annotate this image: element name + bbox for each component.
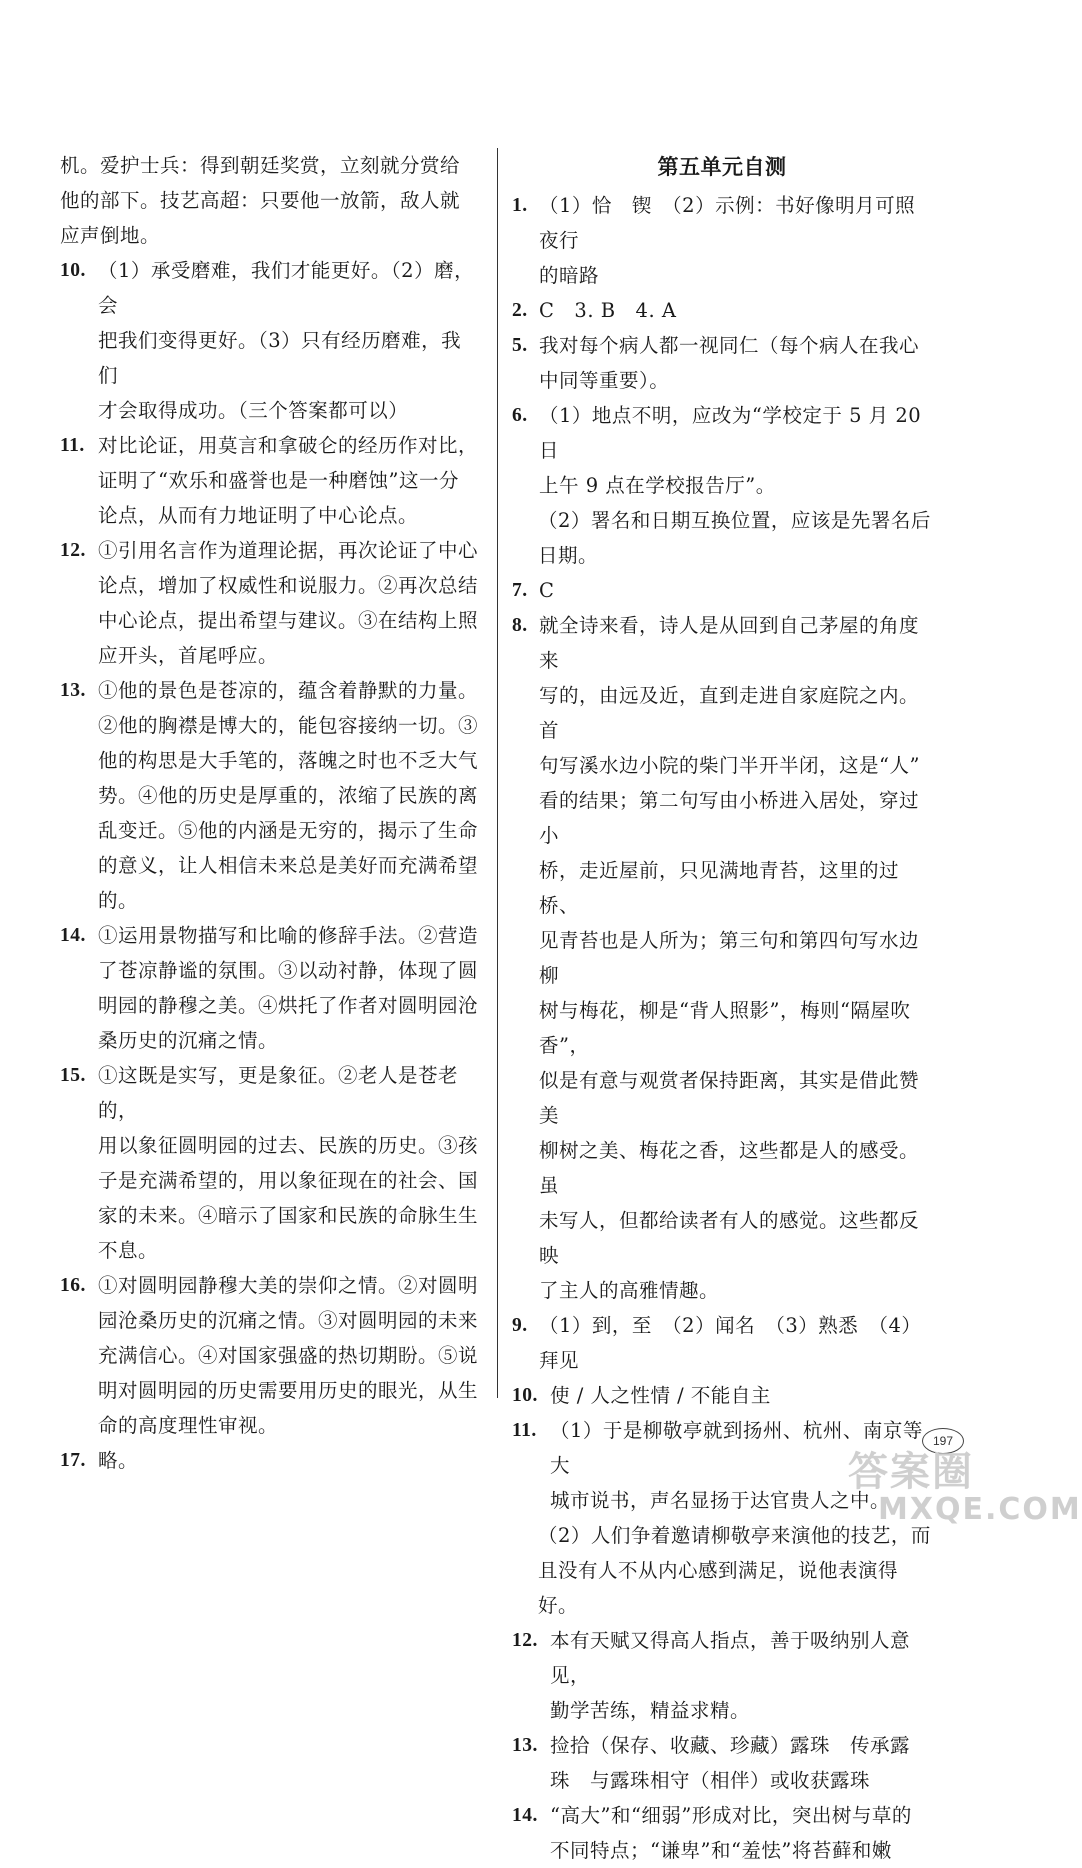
answer-line xyxy=(60,1198,480,1233)
answer-line xyxy=(512,398,932,468)
answer-number xyxy=(512,1133,539,1203)
answer-line xyxy=(512,678,932,748)
right-column xyxy=(512,148,932,1868)
answer-line xyxy=(512,1553,932,1623)
answer-line xyxy=(512,258,932,293)
answer-number xyxy=(60,603,98,638)
answer-line xyxy=(512,188,932,258)
answer-line xyxy=(512,1273,932,1308)
answer-text: 不息。 xyxy=(98,1239,159,1262)
answer-number xyxy=(60,638,98,673)
answer-text: 机。爱护士兵：得到朝廷奖赏，立刻就分赏给 xyxy=(60,154,461,177)
answer-line xyxy=(60,673,480,708)
answer-line xyxy=(60,1268,480,1303)
answer-line xyxy=(60,953,480,988)
answer-number: 13. xyxy=(60,680,86,701)
answer-line xyxy=(60,743,480,778)
answer-line xyxy=(512,783,932,853)
answer-text: 的。 xyxy=(98,889,139,912)
answer-number xyxy=(512,363,539,398)
answer-text: 上午 9 点在学校报告厅”。 xyxy=(539,474,776,497)
answer-text: 桥，走近屋前，只见满地青苔，这里的过桥、 xyxy=(539,859,900,917)
answer-number xyxy=(60,1128,98,1163)
answer-text: ①他的景色是苍凉的，蕴含着静默的力量。 xyxy=(98,679,479,702)
answer-number xyxy=(512,1273,539,1308)
answer-line xyxy=(60,1058,480,1128)
answer-line xyxy=(60,1373,480,1408)
answer-number xyxy=(60,463,98,498)
answer-number xyxy=(60,953,98,988)
answer-line xyxy=(512,1063,932,1133)
answer-number: 8. xyxy=(512,615,528,636)
answer-text: C xyxy=(539,579,555,602)
answer-text: 证明了“欢乐和盛誉也是一种磨蚀”这一分 xyxy=(98,469,459,492)
answer-line xyxy=(512,328,932,363)
answer-text: 略。 xyxy=(98,1449,139,1472)
answer-number: 12. xyxy=(60,540,86,561)
answer-text: 的意义，让人相信未来总是美好而充满希望 xyxy=(98,854,479,877)
answer-text: 中心论点，提出希望与建议。③在结构上照 xyxy=(98,609,479,632)
answer-text: 未写人，但都给读者有人的感觉。这些都反映 xyxy=(539,1209,920,1267)
answer-number xyxy=(60,1163,98,1198)
answer-line xyxy=(60,778,480,813)
answer-text: ①引用名言作为道理论据，再次论证了中心 xyxy=(98,539,479,562)
watermark-logo xyxy=(848,1440,1082,1530)
answer-text: 树与梅花，柳是“背人照影”，梅则“隔屋吹香”， xyxy=(539,999,911,1057)
answer-line xyxy=(60,183,480,218)
section-title: 第五单元自测 xyxy=(657,155,787,179)
answer-number xyxy=(60,1233,98,1268)
answer-line xyxy=(512,468,932,503)
answer-number xyxy=(60,1303,98,1338)
answer-number xyxy=(60,1023,98,1058)
answer-number: 15. xyxy=(60,1065,86,1086)
answer-text: ①这既是实写，更是象征。②老人是苍老的， xyxy=(98,1064,459,1122)
answer-number: 1. xyxy=(512,195,528,216)
answer-number xyxy=(512,678,539,748)
answer-line xyxy=(60,393,480,428)
answer-line xyxy=(512,1203,932,1273)
answer-line xyxy=(60,218,480,253)
answer-line xyxy=(512,1378,932,1413)
answer-number xyxy=(512,1203,539,1273)
answer-text: 珠 与露珠相守（相伴）或收获露珠 xyxy=(550,1769,871,1792)
answer-number xyxy=(512,468,539,503)
answer-number xyxy=(60,708,98,743)
answer-text: 写的，由远及近，直到走进自家庭院之内。首 xyxy=(539,684,920,742)
answer-number xyxy=(60,848,98,883)
answer-line xyxy=(512,293,932,328)
answer-line xyxy=(512,993,932,1063)
answer-line xyxy=(512,923,932,993)
answer-line xyxy=(60,533,480,568)
answer-number: 17. xyxy=(60,1450,86,1471)
answer-line xyxy=(60,708,480,743)
answer-line xyxy=(512,748,932,783)
answer-text: （1）地点不明，应改为“学校定于 5 月 20 日 xyxy=(539,404,922,462)
answer-text: 把我们变得更好。（3）只有经历磨难，我们 xyxy=(98,329,462,387)
answer-text: ②他的胸襟是博大的，能包容接纳一切。③ xyxy=(98,714,479,737)
answer-text: 了苍凉静谧的氛围。③以动衬静，体现了圆 xyxy=(98,959,479,982)
answer-number xyxy=(512,783,539,853)
answer-line xyxy=(512,1693,932,1728)
answer-text: 对比论证，用莫言和拿破仑的经历作对比， xyxy=(98,434,479,457)
answer-text: 就全诗来看，诗人是从回到自己茅屋的角度来 xyxy=(539,614,920,672)
answer-number: 12. xyxy=(512,1630,538,1651)
answer-line xyxy=(60,848,480,883)
answer-line xyxy=(60,603,480,638)
answer-number xyxy=(60,1338,98,1373)
answer-number xyxy=(512,993,539,1063)
answer-number xyxy=(60,323,98,393)
answer-text: 园沧桑历史的沉痛之情。③对圆明园的未来 xyxy=(98,1309,479,1332)
answer-number xyxy=(512,258,539,293)
answer-number: 11. xyxy=(512,1420,537,1441)
answer-text: （2）署名和日期互换位置，应该是先署名后 xyxy=(538,509,931,532)
answer-number xyxy=(60,568,98,603)
page-number: 197 xyxy=(922,1428,964,1454)
answer-number xyxy=(60,743,98,778)
answer-text: 不同特点；“谦卑”和“羞怯”将苔藓和嫩 xyxy=(550,1839,892,1862)
answer-number: 10. xyxy=(60,260,86,281)
answer-line xyxy=(60,918,480,953)
answer-number xyxy=(60,883,98,918)
answer-text: 应声倒地。 xyxy=(60,224,161,247)
answer-text: 乱变迁。⑤他的内涵是无穷的，揭示了生命 xyxy=(98,819,479,842)
answer-line xyxy=(60,1128,480,1163)
column-divider xyxy=(497,148,498,1398)
answer-number: 5. xyxy=(512,335,528,356)
answer-number: 16. xyxy=(60,1275,86,1296)
answer-line xyxy=(60,1233,480,1268)
answer-text: “高大”和“细弱”形成对比，突出树与草的 xyxy=(550,1804,912,1827)
answer-line xyxy=(60,1163,480,1198)
answer-number: 13. xyxy=(512,1735,538,1756)
answer-number xyxy=(512,1483,550,1518)
answer-line xyxy=(60,638,480,673)
answer-number: 2. xyxy=(512,300,528,321)
answer-line xyxy=(60,323,480,393)
answer-text: 论点，增加了权威性和说服力。②再次总结 xyxy=(98,574,479,597)
answer-text: 命的高度理性审视。 xyxy=(98,1414,279,1437)
watermark-cn: 答案圈 xyxy=(848,1449,974,1495)
answer-text: 家的未来。④暗示了国家和民族的命脉生生 xyxy=(98,1204,479,1227)
answer-line xyxy=(60,148,480,183)
answer-text: 才会取得成功。（三个答案都可以） xyxy=(98,399,409,422)
answer-number xyxy=(512,923,539,993)
answer-text: （1）承受磨难，我们才能更好。（2）磨，会 xyxy=(98,259,475,317)
answer-line xyxy=(60,498,480,533)
answer-text: 勤学苦练，精益求精。 xyxy=(550,1699,751,1722)
answer-text: （1）于是柳敬亭就到扬州、杭州、南京等大 xyxy=(550,1419,923,1477)
answer-line xyxy=(512,1728,932,1763)
answer-number: 7. xyxy=(512,580,528,601)
answer-line xyxy=(512,853,932,923)
left-column xyxy=(60,148,480,1478)
answer-line xyxy=(512,1623,932,1693)
answer-text: （1）到，至 （2）闻名 （3）熟悉 （4）拜见 xyxy=(539,1314,922,1372)
answer-number xyxy=(512,1833,550,1868)
answer-text: 且没有人不从内心感到满足，说他表演得好。 xyxy=(538,1559,899,1617)
answer-text: 桑历史的沉痛之情。 xyxy=(98,1029,279,1052)
answer-line xyxy=(512,1133,932,1203)
answer-text: 柳树之美、梅花之香，这些都是人的感受。虽 xyxy=(539,1139,920,1197)
answer-text: 使 / 人之性情 / 不能自主 xyxy=(550,1384,771,1407)
answer-number: 14. xyxy=(512,1805,538,1826)
answer-number xyxy=(512,748,539,783)
answer-number xyxy=(512,1763,550,1798)
answer-number: 9. xyxy=(512,1315,528,1336)
answer-text: 我对每个病人都一视同仁（每个病人在我心 xyxy=(539,334,920,357)
answer-text: 他的部下。技艺高超：只要他一放箭，敌人就 xyxy=(60,189,461,212)
answer-text: （1）恰 锲 （2）示例：书好像明月可照夜行 xyxy=(539,194,916,252)
answer-line xyxy=(512,363,932,398)
answer-line xyxy=(512,608,932,678)
answer-text: 子是充满希望的，用以象征现在的社会、国 xyxy=(98,1169,479,1192)
answer-number: 11. xyxy=(60,435,85,456)
answer-text: 应开头，首尾呼应。 xyxy=(98,644,279,667)
answer-line xyxy=(60,1443,480,1478)
answer-line xyxy=(512,1833,932,1868)
answer-line xyxy=(512,1308,932,1378)
answer-number xyxy=(60,778,98,813)
watermark-en: MXQE.COM xyxy=(878,1492,1082,1527)
answer-text: ①运用景物描写和比喻的修辞手法。②营造 xyxy=(98,924,479,947)
answer-line xyxy=(60,428,480,463)
answer-text: 论点，从而有力地证明了中心论点。 xyxy=(98,504,419,527)
answer-line xyxy=(60,1408,480,1443)
answer-number xyxy=(512,1063,539,1133)
answer-text: 用以象征圆明园的过去、民族的历史。③孩 xyxy=(98,1134,479,1157)
answer-text: 的暗路 xyxy=(539,264,600,287)
answer-line xyxy=(512,1798,932,1833)
answer-line xyxy=(512,538,932,573)
answer-number xyxy=(512,1693,550,1728)
answer-text: 日期。 xyxy=(538,544,599,567)
answer-line xyxy=(60,568,480,603)
answer-line xyxy=(60,813,480,848)
answer-text: 似是有意与观赏者保持距离，其实是借此赞美 xyxy=(539,1069,920,1127)
answer-text: ①对圆明园静穆大美的崇仰之情。②对圆明 xyxy=(98,1274,479,1297)
answer-line xyxy=(512,1763,932,1798)
answer-number: 10. xyxy=(512,1385,538,1406)
answer-line xyxy=(60,1023,480,1058)
answer-line xyxy=(512,503,932,538)
answer-text: 本有天赋又得高人指点，善于吸纳别人意见， xyxy=(550,1629,911,1687)
answer-text: 明园的静穆之美。④烘托了作者对圆明园沧 xyxy=(98,994,479,1017)
answer-text: （2）人们争着邀请柳敬亭来演他的技艺，而 xyxy=(538,1524,931,1547)
answer-text: C 3. B 4. A xyxy=(539,299,677,322)
answer-number xyxy=(60,988,98,1023)
answer-line xyxy=(60,1303,480,1338)
answer-text: 势。④他的历史是厚重的，浓缩了民族的离 xyxy=(98,784,479,807)
answer-text: 见青苔也是人所为；第三句和第四句写水边柳 xyxy=(539,929,920,987)
answer-number xyxy=(60,1408,98,1443)
answer-number xyxy=(60,1198,98,1233)
answer-line xyxy=(60,883,480,918)
answer-text: 充满信心。④对国家强盛的热切期盼。⑤说 xyxy=(98,1344,479,1367)
answer-number xyxy=(60,813,98,848)
answer-text: 了主人的高雅情趣。 xyxy=(539,1279,720,1302)
answer-number xyxy=(60,1373,98,1408)
answer-line xyxy=(60,988,480,1023)
answer-text: 看的结果；第二句写由小桥进入居处，穿过小 xyxy=(539,789,920,847)
answer-line xyxy=(512,573,932,608)
answer-line xyxy=(60,463,480,498)
answer-line xyxy=(60,1338,480,1373)
answer-number xyxy=(60,393,98,428)
answer-number: 14. xyxy=(60,925,86,946)
answer-number xyxy=(60,498,98,533)
answer-text: 城市说书，声名显扬于达官贵人之中。 xyxy=(550,1489,891,1512)
answer-text: 中同等重要）。 xyxy=(539,369,670,392)
answer-text: 他的构思是大手笔的，落魄之时也不乏大气 xyxy=(98,749,479,772)
answer-line xyxy=(60,253,480,323)
answer-text: 捡拾（保存、收藏、珍藏）露珠 传承露 xyxy=(550,1734,911,1757)
answer-text: 句写溪水边小院的柴门半开半闭，这是“人” xyxy=(539,754,920,777)
answer-number xyxy=(512,853,539,923)
answer-text: 明对圆明园的历史需要用历史的眼光，从生 xyxy=(98,1379,479,1402)
answer-number: 6. xyxy=(512,405,528,426)
